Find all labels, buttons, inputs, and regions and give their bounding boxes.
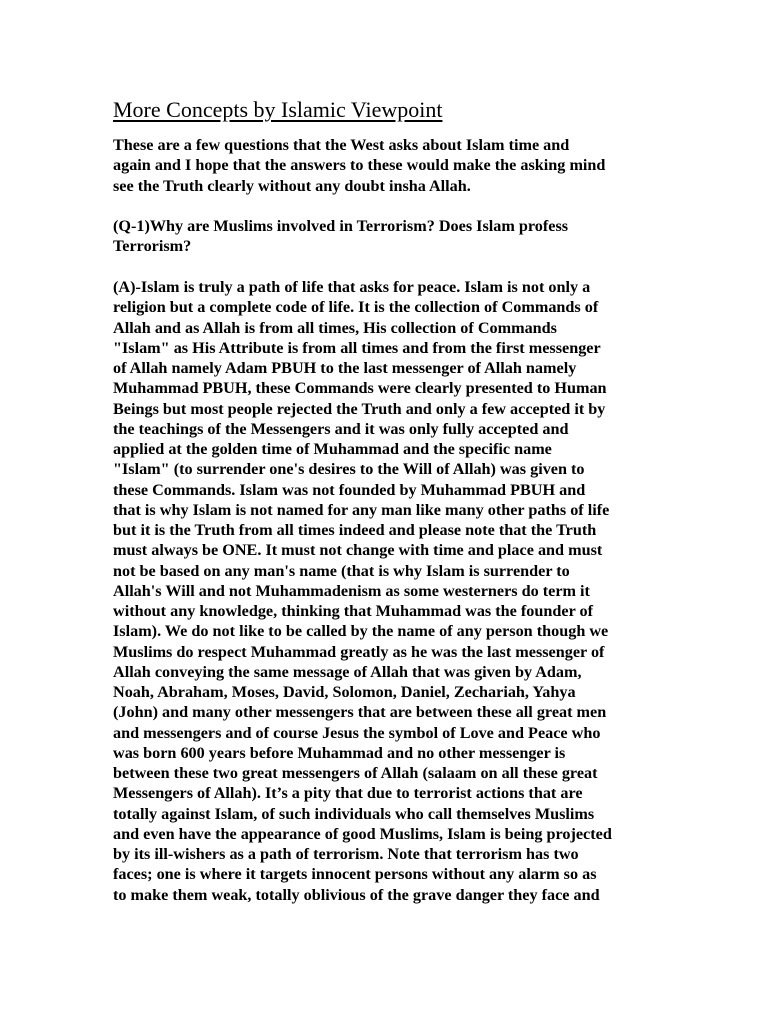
question-paragraph [113,216,568,257]
answer-line: Beings but most people rejected the Truth and only a few accepted it by [113,399,606,418]
question-line: (Q-1)Why are Muslims involved in Terrorism? Does Islam profess [113,217,569,235]
answer-line: applied at the golden time of Muhammad and the specific name [113,440,552,458]
answer-line: that is why Islam is not named for any man like many other paths of life [113,500,610,519]
answer-line: without any knowledge, thinking that Muhammad was the founder of [113,602,594,620]
answer-line: Muhammad PBUH, these Commands were clearly presented to Human [113,379,607,398]
answer-line: these Commands. Islam was not founded by Muhammad PBUH and [113,480,586,499]
answer-line: "Islam" as His Attribute is from all times and from the first messenger [113,338,601,357]
answer-line: must always be ONE. It must not change with time and place and must [113,541,603,560]
answer-line: and even have the appearance of good Muslims, Islam is being projected [113,824,612,843]
answer-line: Messengers of Allah). It’s a pity that due to terrorist actions that are [113,784,583,803]
answer-line: (John) and many other messengers that are between these all great men [113,703,607,722]
intro-line: again and I hope that the answers to these would make the asking mind [113,156,606,175]
intro-line: see the Truth clearly without any doubt insha Allah. [113,176,471,195]
answer-line: of Allah namely Adam PBUH to the last messenger of Allah namely [113,359,577,377]
answer-line: Allah and as Allah is from all times, His collection of Commands [113,318,557,337]
answer-line: to make them weak, totally oblivious of the grave danger they face and [113,885,600,904]
intro-paragraph [113,135,605,196]
answer-line: totally against Islam, of such individuals who call themselves Muslims [113,804,595,823]
answer-line: by its ill-wishers as a path of terrorism. Note that terrorism has two [113,845,579,863]
answer-line: Noah, Abraham, Moses, David, Solomon, Daniel, Zechariah, Yahya [113,683,576,701]
answer-line: faces; one is where it targets innocent persons without any alarm so as [113,865,597,884]
intro-line: These are a few questions that the West asks about Islam time and [113,136,570,154]
answer-paragraph [113,277,612,905]
answer-line: "Islam" (to surrender one's desires to the Will of Allah) was given to [113,460,585,479]
answer-line: Allah's Will and not Muhammadenism as some westerners do term it [113,581,590,600]
answer-line: the teachings of the Messengers and it was only fully accepted and [113,419,569,438]
answer-line: (A)-Islam is truly a path of life that asks for peace. Islam is not only a [113,278,591,296]
answer-line: between these two great messengers of Allah (salaam on all these great [113,764,598,782]
answer-line: was born 600 years before Muhammad and no other messenger is [113,743,566,762]
answer-line: religion but a complete code of life. It is the collection of Commands of [113,298,599,317]
answer-line: but it is the Truth from all times indeed and please note that the Truth [113,521,597,539]
answer-line: Allah conveying the same message of Allah that was given by Adam, [113,662,582,681]
answer-line: Muslims do respect Muhammad greatly as he was the last messenger of [113,642,605,661]
answer-line: Islam). We do not like to be called by the name of any person though we [113,622,609,641]
answer-line: not be based on any man's name (that is why Islam is surrender to [113,561,570,580]
answer-line: and messengers and of course Jesus the symbol of Love and Peace who [113,723,601,742]
question-line: Terrorism? [113,237,192,256]
page-title: More Concepts by Islamic Viewpoint [113,97,443,122]
